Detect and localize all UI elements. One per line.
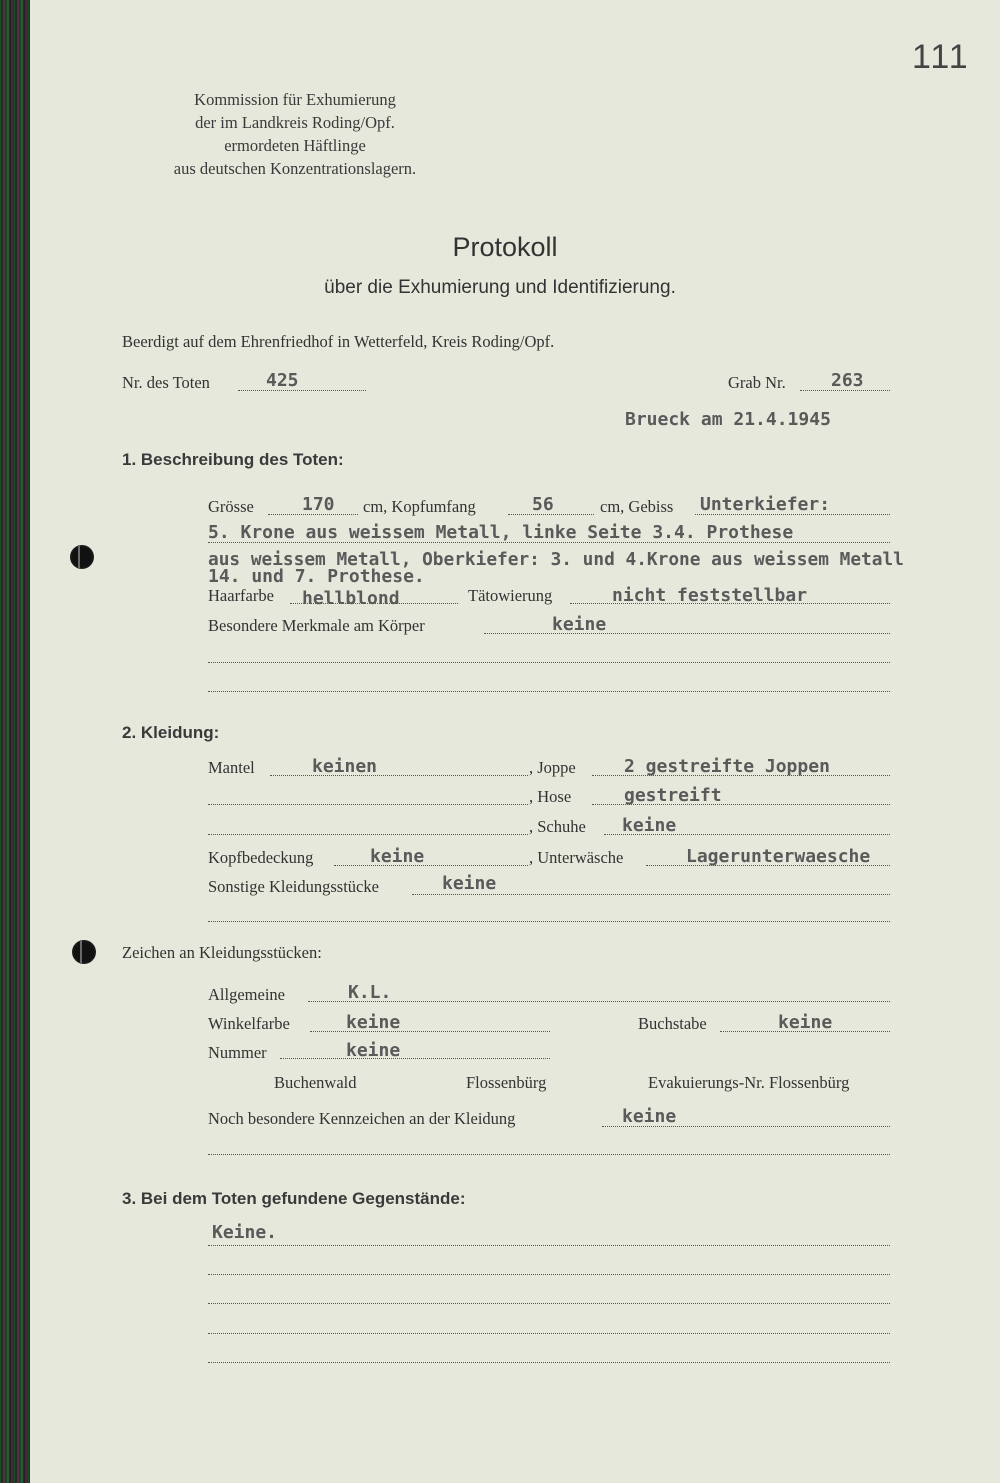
header-line: der im Landkreis Roding/Opf. (195, 113, 395, 132)
blank-dotline (208, 804, 528, 805)
nr-label: Nr. des Toten (122, 373, 210, 392)
blank-dotline (208, 921, 890, 922)
blank-dotline (208, 691, 890, 692)
nummer-label: Nummer (208, 1043, 267, 1062)
sonst-dotline (412, 894, 890, 895)
header-line: aus deutschen Konzentrationslagern. (173, 159, 417, 178)
buchstabe-value: keine (778, 1012, 833, 1033)
joppe-label: , Joppe (529, 758, 576, 777)
gebiss-label: cm, Gebiss (600, 497, 674, 516)
gegenstaende-value: Keine. (212, 1222, 278, 1243)
nr-dotline (238, 390, 366, 391)
taetowierung-value: nicht feststellbar (612, 585, 808, 606)
allg-dotline (308, 1001, 890, 1002)
blank-dotline (208, 1362, 890, 1363)
nr-value: 425 (266, 370, 299, 391)
grab-label: Grab Nr. (728, 373, 786, 392)
section3-heading: 3. Bei dem Toten gefundene Gegenstände: (122, 1189, 466, 1208)
burial-place: Beerdigt auf dem Ehrenfriedhof in Wetterfeld, Kreis Roding/Opf. (122, 332, 555, 351)
sonstige-label: Sonstige Kleidungsstücke (208, 877, 379, 896)
header-line: ermordeten Häftlinge (224, 136, 366, 155)
gebiss-value: Unterkiefer: (700, 494, 831, 515)
section2-heading: 2. Kleidung: (122, 723, 220, 742)
zeichen-heading: Zeichen an Kleidungsstücken: (122, 943, 322, 962)
nummer-value: keine (346, 1040, 401, 1061)
page-subtitle: über die Exhumierung und Identifizierung. (324, 277, 676, 298)
blank-dotline (208, 1245, 890, 1246)
joppe-value: 2 gestreifte Joppen (624, 756, 830, 777)
gebiss-text-line: 14. und 7. Prothese. (208, 566, 425, 587)
blank-dotline (208, 1274, 890, 1275)
haarfarbe-value: hellblond (302, 588, 400, 609)
mantel-value: keinen (312, 756, 378, 777)
unterwaesche-label: , Unterwäsche (529, 848, 624, 867)
place-date: Brueck am 21.4.1945 (625, 409, 831, 430)
section1-heading: 1. Beschreibung des Toten: (122, 450, 344, 469)
column-label-flossenbuerg: Flossenbürg (466, 1073, 547, 1092)
taetowierung-label: Tätowierung (468, 586, 553, 605)
sonstige-value: keine (442, 873, 497, 894)
gebiss-text-line: aus weissem Metall, Oberkiefer: 3. und 4.Krone aus weissem Metall (208, 549, 904, 570)
allgemeine-value: K.L. (348, 982, 392, 1003)
allgemeine-label: Allgemeine (208, 985, 285, 1004)
kopfumfang-label: cm, Kopfumfang (363, 497, 476, 516)
haarfarbe-label: Haarfarbe (208, 586, 274, 605)
schuhe-value: keine (622, 815, 677, 836)
blank-dotline (208, 1333, 890, 1334)
merk-dotline (484, 633, 890, 634)
winkelfarbe-value: keine (346, 1012, 401, 1033)
unterwaesche-value: Lagerunterwaesche (686, 846, 871, 867)
blank-dotline (208, 1154, 890, 1155)
punch-hole (72, 940, 96, 964)
grab-value: 263 (831, 370, 864, 391)
noch-value: keine (622, 1106, 677, 1127)
commission-header (130, 88, 460, 180)
blank-dotline (208, 834, 528, 835)
buchstabe-label: Buchstabe (638, 1014, 707, 1033)
merkmale-label: Besondere Merkmale am Körper (208, 616, 425, 635)
winkelfarbe-label: Winkelfarbe (208, 1014, 290, 1033)
kopfumfang-value: 56 (532, 494, 554, 515)
kopfbedeckung-label: Kopfbedeckung (208, 848, 314, 867)
column-label-buchenwald: Buchenwald (274, 1073, 357, 1092)
kopfbedeckung-value: keine (370, 846, 425, 867)
noch-label: Noch besondere Kennzeichen an der Kleidung (208, 1109, 516, 1128)
page-number: 111 (912, 38, 970, 76)
punch-hole (70, 545, 94, 569)
mantel-dotline (270, 775, 528, 776)
merkmale-value: keine (552, 614, 607, 635)
hose-value: gestreift (624, 785, 722, 806)
header-line: Kommission für Exhumierung (194, 90, 396, 109)
kopfbed-dotline (334, 865, 528, 866)
scan-edge (0, 0, 30, 1483)
groesse-value: 170 (302, 494, 335, 515)
hose-label: , Hose (529, 787, 572, 806)
schuhe-label: , Schuhe (529, 817, 586, 836)
groesse-label: Grösse (208, 497, 254, 516)
nummer-dotline (280, 1058, 550, 1059)
gebiss-text-line: 5. Krone aus weissem Metall, linke Seite 3.4. Prothese (208, 522, 794, 543)
blank-dotline (208, 1303, 890, 1304)
blank-dotline (208, 662, 890, 663)
column-label-evakuierung: Evakuierungs-Nr. Flossenbürg (648, 1073, 850, 1092)
mantel-label: Mantel (208, 758, 255, 777)
page-title: Protokoll (452, 232, 558, 262)
